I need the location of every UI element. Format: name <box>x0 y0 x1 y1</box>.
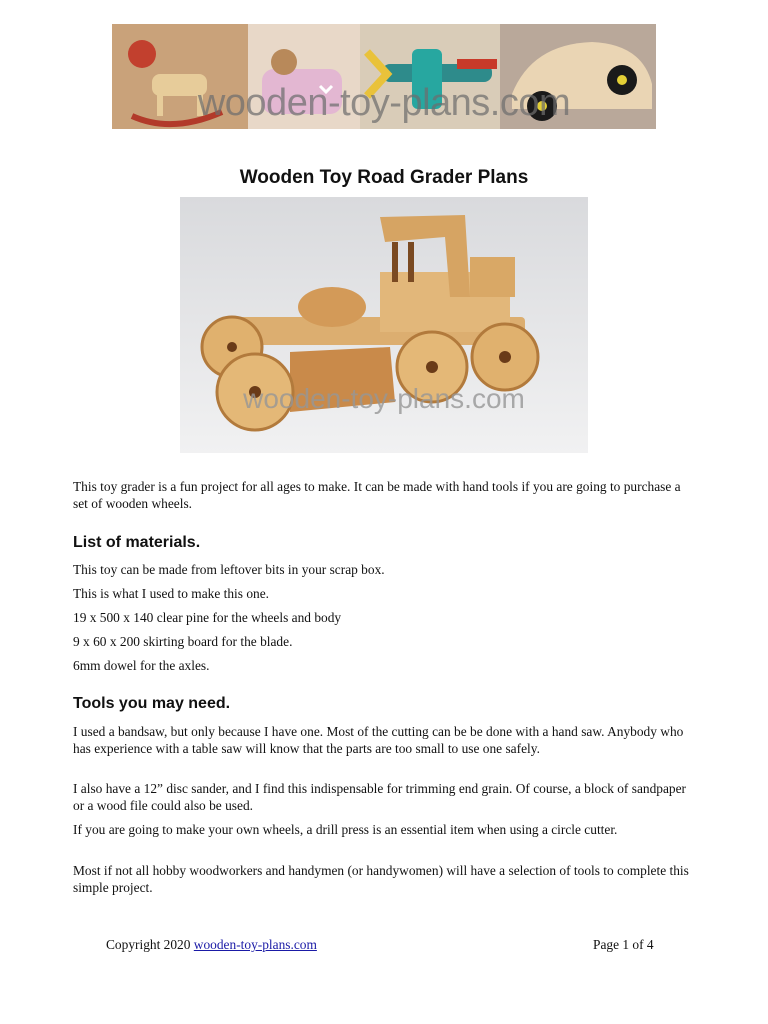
footer-site-link[interactable]: wooden-toy-plans.com <box>193 937 317 952</box>
tools-paragraph: I used a bandsaw, but only because I have one. Most of the cutting can be be done with a hand saw. Anybody who has experience with a table saw will know that the parts are too small to use one safely. <box>73 724 684 756</box>
page-title: Wooden Toy Road Grader Plans <box>239 167 529 188</box>
grader-photo <box>180 197 588 453</box>
page-number: Page 1 of 4 <box>593 937 654 952</box>
banner-logo-text: wooden-toy-plans.com <box>197 82 571 124</box>
materials-line: 6mm dowel for the axles. <box>73 658 210 673</box>
copyright-text: Copyright 2020 <box>106 937 194 952</box>
materials-line: 19 x 500 x 140 clear pine for the wheels and body <box>73 610 342 625</box>
materials-heading: List of materials. <box>73 534 201 551</box>
tools-paragraph: If you are going to make your own wheels, a drill press is an essential item when using a circle cutter. <box>73 822 618 837</box>
tools-paragraph: Most if not all hobby woodworkers and handymen (or handywomen) will have a selection of tools to complete this simple project. <box>73 863 689 895</box>
materials-line: This toy can be made from leftover bits in your scrap box. <box>73 562 385 577</box>
tools-heading: Tools you may need. <box>73 695 231 712</box>
materials-line: This is what I used to make this one. <box>73 586 269 601</box>
photo-watermark: wooden-toy-plans.com <box>243 383 525 414</box>
footer-copyright <box>106 937 317 953</box>
intro-paragraph: This toy grader is a fun project for all ages to make. It can be made with hand tools if you are going to purchase a set of wooden wheels. <box>73 479 681 511</box>
tools-paragraph: I also have a 12” disc sander, and I find this indispensable for trimming end grain. Of course, a block of sandpaper or a wood file could also be used. <box>73 781 687 813</box>
header-banner <box>112 24 656 129</box>
materials-line: 9 x 60 x 200 skirting board for the blade. <box>73 634 293 649</box>
